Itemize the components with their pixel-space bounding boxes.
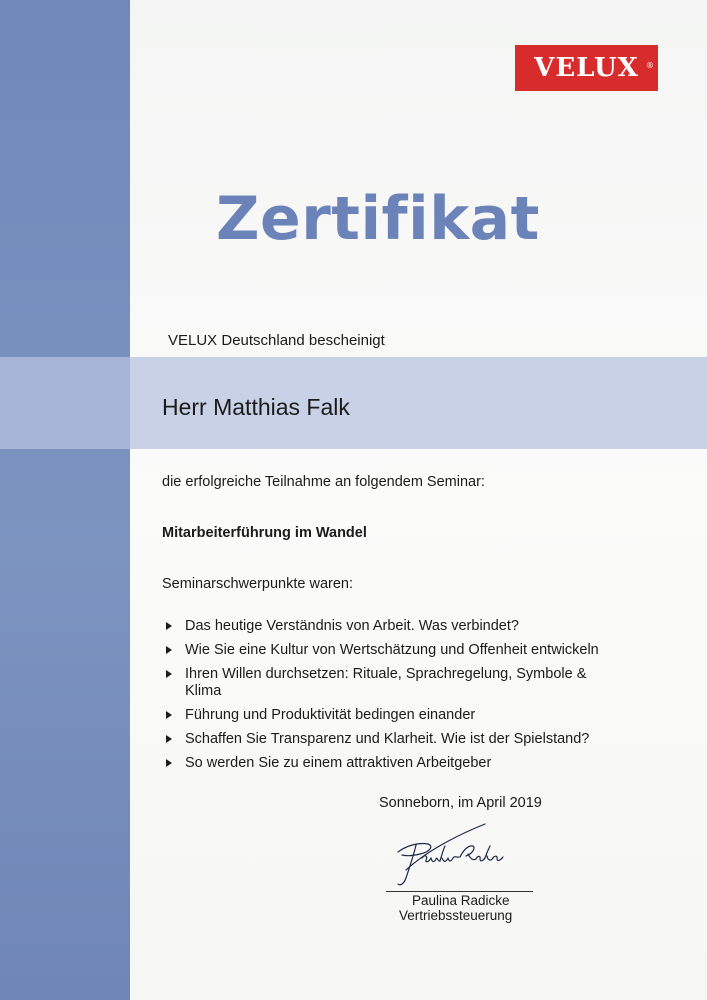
topic-text: So werden Sie zu einem attraktiven Arbeitgeber: [185, 755, 492, 771]
left-color-bar: [0, 0, 130, 1000]
topic-text: Schaffen Sie Transparenz und Klarheit. Wie ist der Spielstand?: [185, 731, 590, 747]
recipient-name: Herr Matthias Falk: [162, 394, 350, 420]
topic-text: Führung und Produktivität bedingen einander: [185, 707, 476, 723]
triangle-bullet-icon: [166, 759, 172, 767]
signer-name: Paulina Radicke: [412, 893, 510, 908]
recipient-band-left: [0, 357, 130, 449]
triangle-bullet-icon: [166, 670, 172, 678]
topic-item: [162, 618, 622, 635]
triangle-bullet-icon: [166, 646, 172, 654]
focus-heading: Seminarschwerpunkte waren:: [162, 576, 354, 592]
place-and-date: Sonneborn, im April 2019: [379, 795, 542, 811]
signature-line: [386, 891, 533, 892]
triangle-bullet-icon: [166, 711, 172, 719]
topic-item: [162, 731, 622, 748]
certificate-title: Zertifikat: [216, 184, 540, 254]
handwritten-signature: [370, 818, 520, 890]
triangle-bullet-icon: [166, 735, 172, 743]
topic-item: [162, 642, 622, 659]
topic-list: [162, 618, 622, 779]
seminar-title: Mitarbeiterführung im Wandel: [162, 525, 367, 541]
topic-text: Das heutige Verständnis von Arbeit. Was verbindet?: [185, 618, 519, 634]
issuer-statement: VELUX Deutschland bescheinigt: [168, 332, 385, 349]
topic-item: [162, 707, 622, 724]
topic-item: [162, 755, 622, 772]
signer-role: Vertriebssteuerung: [399, 908, 513, 923]
logo-text: VELUX: [534, 53, 639, 83]
topic-item: [162, 666, 622, 700]
recipient-band: [0, 357, 707, 449]
velux-logo: [515, 45, 658, 91]
topic-text: Ihren Willen durchsetzen: Rituale, Sprachregelung, Symbole & Klima: [185, 666, 587, 699]
topic-text: Wie Sie eine Kultur von Wertschätzung und Offenheit entwickeln: [185, 642, 599, 658]
registered-mark: ®: [646, 61, 654, 70]
participation-statement: die erfolgreiche Teilnahme an folgendem Seminar:: [162, 474, 485, 490]
triangle-bullet-icon: [166, 622, 172, 630]
